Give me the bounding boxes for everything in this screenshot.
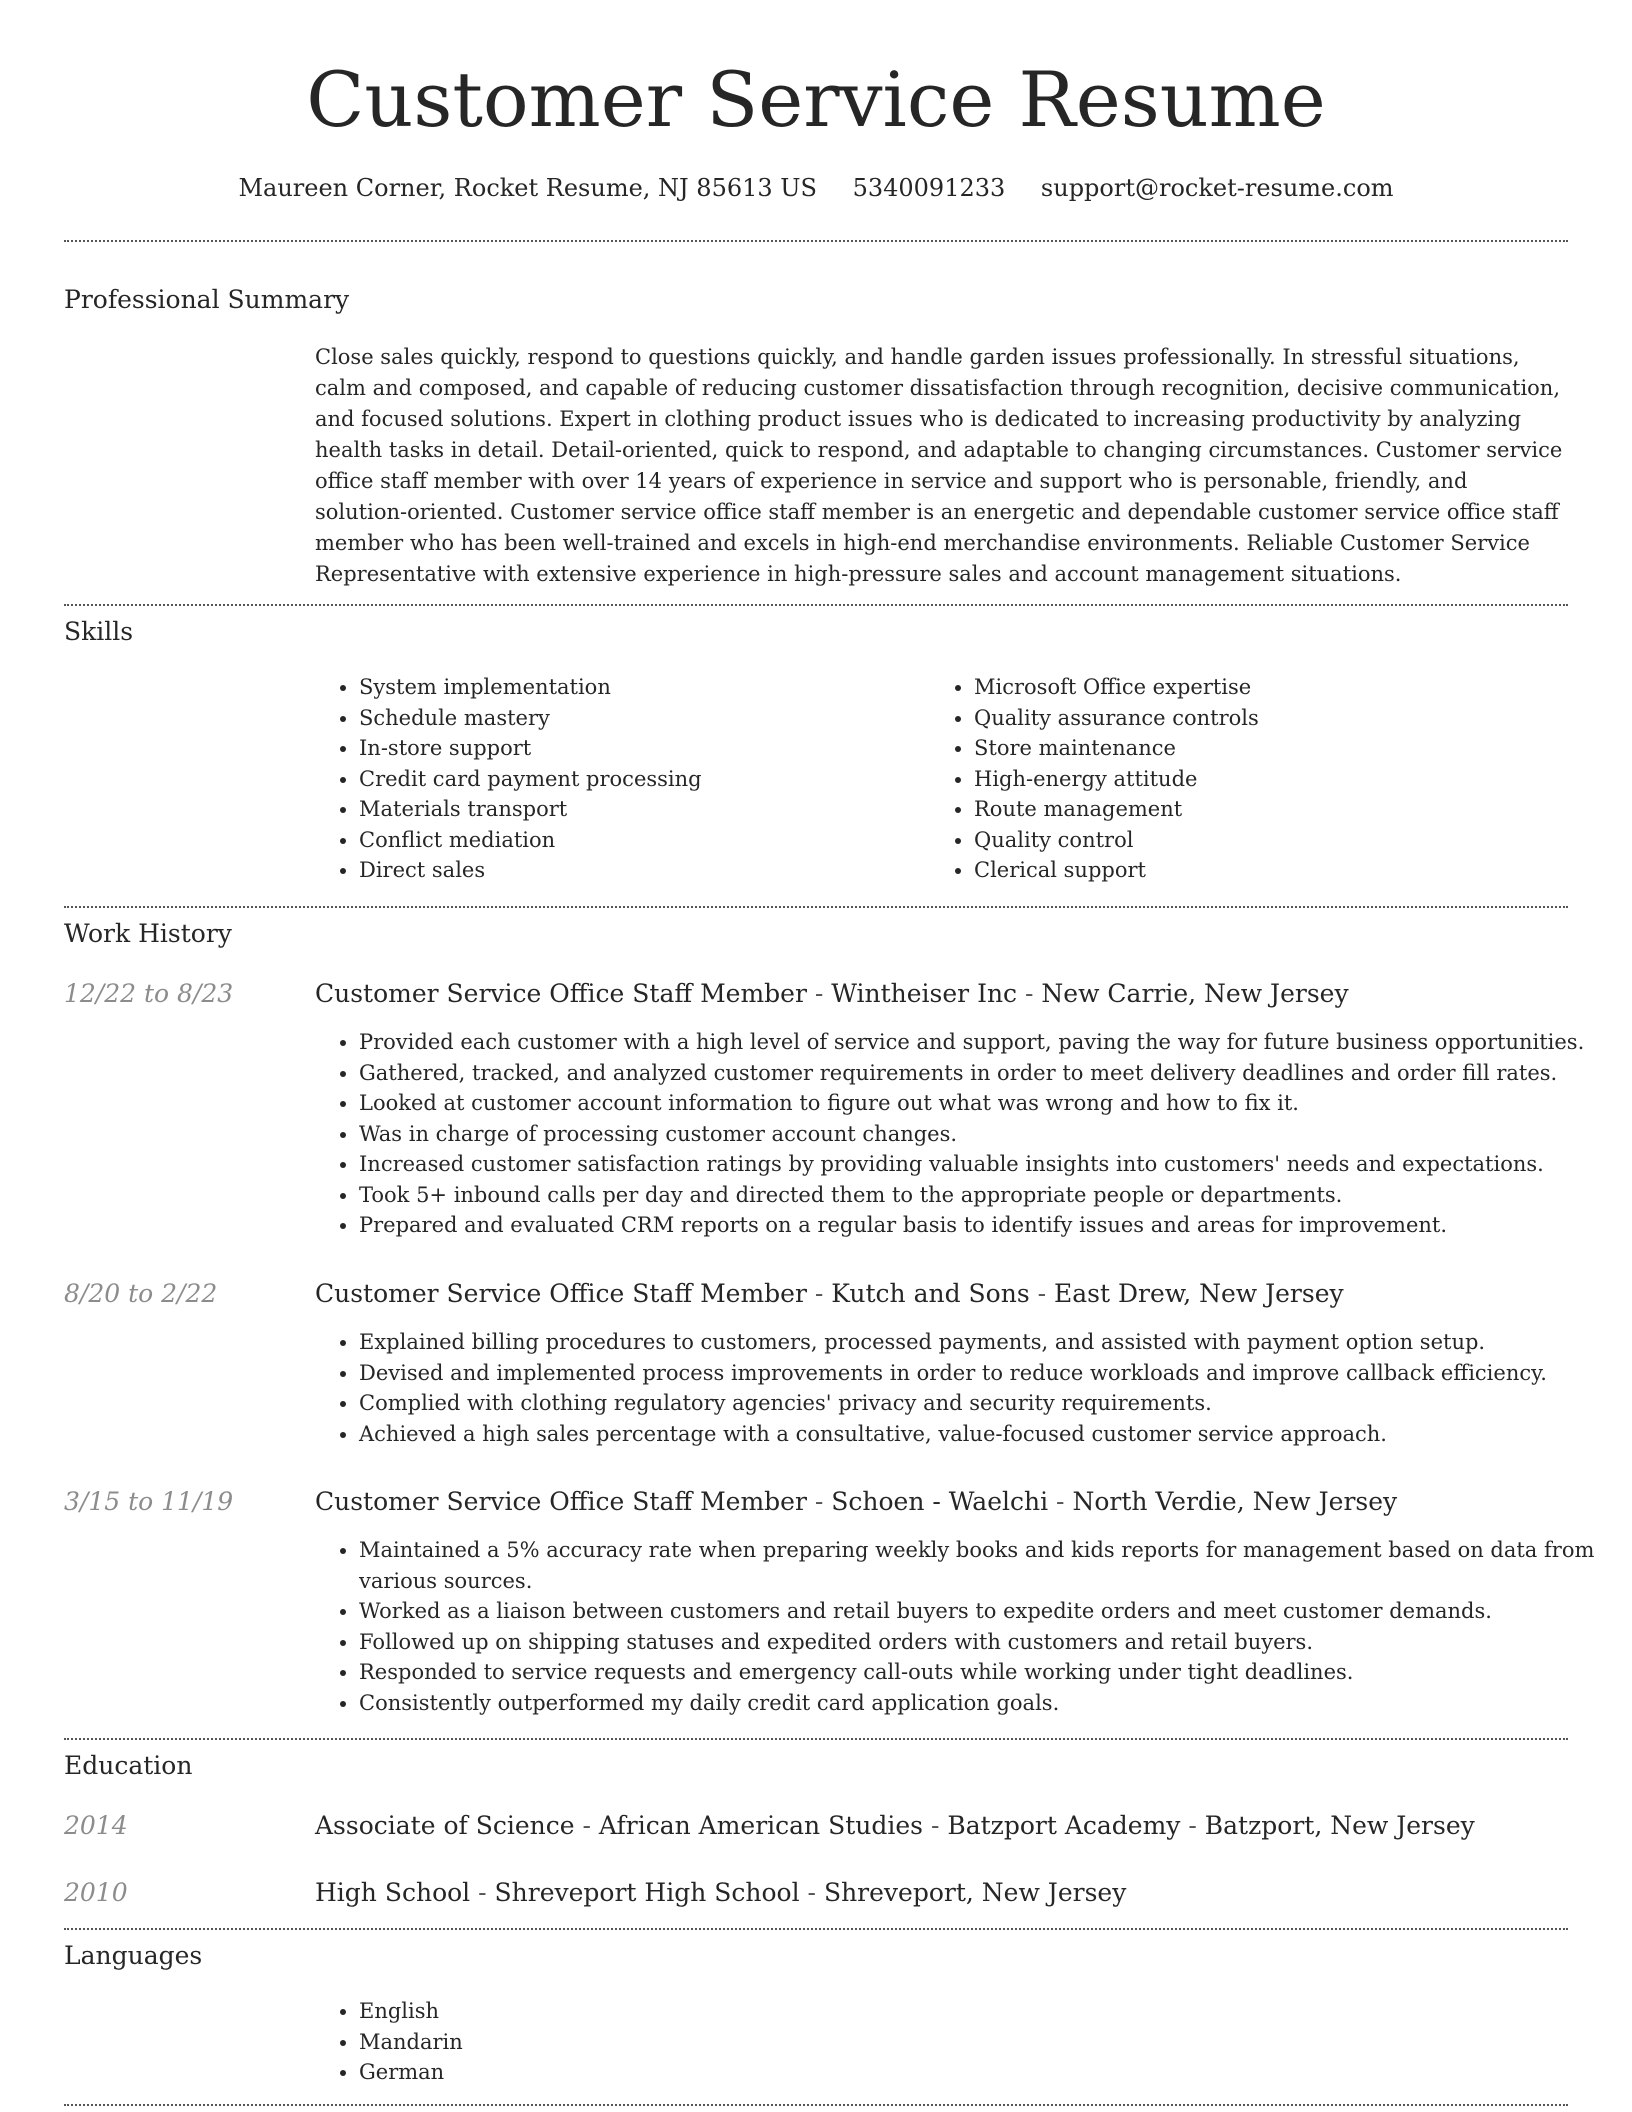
job-bullet: • Consistently outperformed my daily credit card application goals.	[359, 1688, 1609, 1719]
separator: -	[799, 1878, 824, 1907]
skill-item: • Direct sales	[359, 855, 919, 886]
job-bullet: • Took 5+ inbound calls per day and directed them to the appropriate people or departments.	[359, 1180, 1609, 1211]
job-bullet: • Followed up on shipping statuses and expedited orders with customers and retail buyers.	[359, 1627, 1609, 1658]
education-degree: Associate of Science	[315, 1811, 575, 1840]
skill-item: • High-energy attitude	[974, 764, 1574, 795]
skills-list-right	[930, 672, 1574, 886]
job-bullet: • Was in charge of processing customer account changes.	[359, 1119, 1609, 1150]
section-divider	[64, 1738, 1568, 1740]
job-role: Customer Service Office Staff Member	[315, 1279, 807, 1308]
languages-heading: Languages	[64, 1941, 203, 1970]
job-title	[315, 1278, 1344, 1310]
skill-item: • Credit card payment processing	[359, 764, 919, 795]
separator: -	[574, 1811, 599, 1840]
skill-item: • In-store support	[359, 733, 919, 764]
section-divider	[64, 240, 1568, 242]
skill-item: • Schedule mastery	[359, 703, 919, 734]
separator: -	[1017, 979, 1042, 1008]
section-divider	[64, 1928, 1568, 1930]
job-bullet: • Provided each customer with a high level of service and support, paving the way for future business opportunities.	[359, 1027, 1609, 1058]
job-date: 12/22 to 8/23	[64, 979, 234, 1008]
job-title	[315, 1486, 1397, 1518]
education-field: African American Studies	[598, 1811, 923, 1840]
summary-text: Close sales quickly, respond to questions quickly, and handle garden issues professionally. In stressful situations, calm and composed, and capable of reducing customer dissatisfaction through recognition, decisive communication, and focused solutions. Expert in clothing product issues who is dedicated to increasing productivity by analyzing health tasks in detail. Detail-oriented, quick to respond, and adaptable to changing circumstances. Customer service office staff member with over 14 years of experience in service and support who is personable, friendly, and solution-oriented. Customer service office staff member is an energetic and dependable customer service office staff member who has been well-trained and excels in high-end merchandise environments. Reliable Customer Service Representative with extensive experience in high-pressure sales and account management situations.	[315, 345, 1563, 586]
education-school: Shreveport High School	[494, 1878, 800, 1907]
job-location: North Verdie, New Jersey	[1072, 1487, 1398, 1516]
skill-item: • Conflict mediation	[359, 825, 919, 856]
summary-heading: Professional Summary	[64, 285, 350, 314]
education-heading: Education	[64, 1751, 193, 1780]
separator: -	[1048, 1487, 1073, 1516]
job-title	[315, 978, 1349, 1010]
separator: -	[806, 979, 832, 1008]
section-divider	[64, 2104, 1568, 2106]
job-bullet: • Maintained a 5% accuracy rate when preparing weekly books and kids reports for management based on data from various sources.	[359, 1535, 1609, 1596]
job-location: New Carrie, New Jersey	[1041, 979, 1349, 1008]
skill-item: • System implementation	[359, 672, 919, 703]
job-bullet: • Complied with clothing regulatory agencies' privacy and security requirements.	[359, 1388, 1609, 1419]
education-school: Batzport Academy	[947, 1811, 1181, 1840]
separator: -	[806, 1279, 832, 1308]
job-bullet: • Explained billing procedures to customers, processed payments, and assisted with payment option setup.	[359, 1327, 1609, 1358]
work-heading: Work History	[64, 919, 232, 948]
contact-address: Maureen Corner, Rocket Resume, NJ 85613 US	[238, 174, 817, 202]
contact-line	[64, 172, 1568, 204]
languages-list	[315, 1996, 959, 2088]
contact-email: support@rocket-resume.com	[1040, 174, 1394, 202]
education-entry	[315, 1877, 1126, 1909]
skill-item: • Store maintenance	[974, 733, 1574, 764]
resume-title: Customer Service Resume	[306, 55, 1326, 144]
language-item: • English	[359, 1996, 959, 2027]
job-company: Wintheiser Inc	[831, 979, 1018, 1008]
education-year: 2010	[64, 1878, 128, 1907]
skill-item: • Quality control	[974, 825, 1574, 856]
job-company: Schoen - Waelchi	[831, 1487, 1049, 1516]
job-bullets	[315, 1327, 1609, 1449]
skills-list-left	[315, 672, 919, 886]
job-bullet: • Increased customer satisfaction ratings by providing valuable insights into customers' needs and expectations.	[359, 1149, 1609, 1180]
job-bullet: • Worked as a liaison between customers and retail buyers to expedite orders and meet customer demands.	[359, 1596, 1609, 1627]
job-role: Customer Service Office Staff Member	[315, 1487, 807, 1516]
education-degree: High School	[315, 1878, 471, 1907]
job-bullet: • Achieved a high sales percentage with a consultative, value-focused customer service approach.	[359, 1419, 1609, 1450]
job-bullet: • Looked at customer account information to figure out what was wrong and how to fix it.	[359, 1088, 1609, 1119]
contact-phone: 5340091233	[852, 174, 1006, 202]
job-bullet: • Responded to service requests and emergency call-outs while working under tight deadlines.	[359, 1657, 1609, 1688]
job-bullet: • Prepared and evaluated CRM reports on a regular basis to identify issues and areas for improvement.	[359, 1210, 1609, 1241]
separator: -	[470, 1878, 495, 1907]
job-bullets	[315, 1535, 1609, 1718]
skills-heading: Skills	[64, 617, 134, 646]
separator: -	[1029, 1279, 1054, 1308]
job-role: Customer Service Office Staff Member	[315, 979, 807, 1008]
skill-item: • Clerical support	[974, 855, 1574, 886]
section-divider	[64, 906, 1568, 908]
skill-item: • Quality assurance controls	[974, 703, 1574, 734]
job-bullet: • Devised and implemented process improvements in order to reduce workloads and improve callback efficiency.	[359, 1358, 1609, 1389]
skill-item: • Materials transport	[359, 794, 919, 825]
separator: -	[1180, 1811, 1205, 1840]
job-date: 3/15 to 11/19	[64, 1487, 234, 1516]
education-year: 2014	[64, 1811, 128, 1840]
job-bullet: • Gathered, tracked, and analyzed customer requirements in order to meet delivery deadlines and order fill rates.	[359, 1058, 1609, 1089]
education-location: Batzport, New Jersey	[1204, 1811, 1475, 1840]
language-item: • German	[359, 2057, 959, 2088]
skill-item: • Route management	[974, 794, 1574, 825]
skill-item: • Microsoft Office expertise	[974, 672, 1574, 703]
education-entry	[315, 1810, 1475, 1842]
job-company: Kutch and Sons	[831, 1279, 1030, 1308]
section-divider	[64, 604, 1568, 606]
separator: -	[806, 1487, 832, 1516]
job-location: East Drew, New Jersey	[1054, 1279, 1344, 1308]
job-bullets	[315, 1027, 1609, 1241]
education-location: Shreveport, New Jersey	[823, 1878, 1127, 1907]
separator: -	[923, 1811, 948, 1840]
language-item: • Mandarin	[359, 2027, 959, 2058]
job-date: 8/20 to 2/22	[64, 1279, 218, 1308]
